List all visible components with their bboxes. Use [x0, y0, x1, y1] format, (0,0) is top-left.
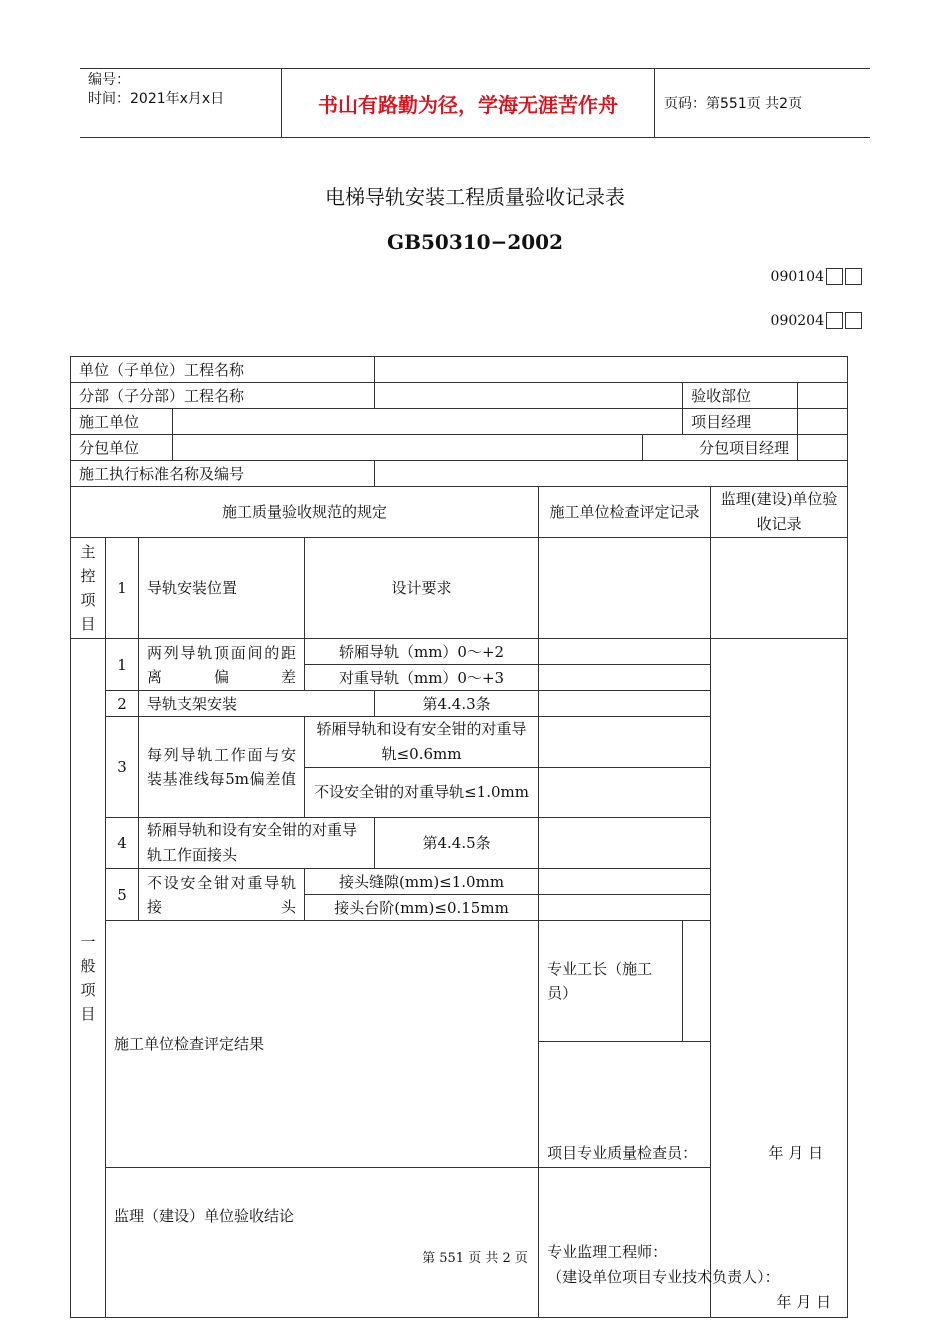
- main-items-label: 主 控 项 目: [71, 538, 106, 639]
- header-meta: [88, 71, 224, 109]
- general-item-check[interactable]: [539, 768, 711, 818]
- main-item-check[interactable]: [539, 538, 711, 639]
- spec-header: 施工质量验收规范的规定: [71, 487, 539, 538]
- construction-unit-label: 施工单位: [71, 409, 173, 435]
- general-item-check[interactable]: [539, 895, 711, 921]
- checkbox[interactable]: [845, 312, 862, 329]
- standard-name-label: 施工执行标准名称及编号: [71, 461, 375, 487]
- number-label: 编号：: [88, 72, 130, 88]
- general-item-req: 第4.4.5条: [375, 818, 539, 869]
- conclusion-signature: [539, 1168, 848, 1318]
- date-label: 时间：2021年x月x日: [88, 91, 225, 107]
- check-header: 施工单位检查评定记录: [539, 487, 711, 538]
- subcontractor-label: 分包单位: [71, 435, 173, 461]
- general-item-no: 1: [106, 639, 139, 691]
- general-item-no: 5: [106, 869, 139, 921]
- conclusion-label: 监理（建设）单位验收结论: [106, 1168, 539, 1318]
- general-item-check[interactable]: [539, 717, 711, 768]
- subunit-name-value[interactable]: [375, 383, 683, 409]
- general-item-check[interactable]: [539, 665, 711, 691]
- general-item-sub: 不设安全钳的对重导轨≤1.0mm: [305, 768, 539, 818]
- general-items-label: 一 般 项 目: [71, 639, 106, 1318]
- owner-rep-label: （建设单位项目专业技术负责人）：: [547, 1268, 780, 1286]
- subunit-name-label: 分部（子分部）工程名称: [71, 383, 375, 409]
- general-item-sub: 接头缝隙(mm)≤1.0mm: [305, 869, 539, 895]
- general-item-name: 导轨支架安装: [139, 691, 375, 717]
- general-item-no: 3: [106, 717, 139, 818]
- general-item-check[interactable]: [539, 869, 711, 895]
- foreman-label: 专业工长（施工员）: [539, 921, 683, 1042]
- result-date: 年 月 日: [768, 1144, 824, 1162]
- construction-unit-value[interactable]: [173, 409, 683, 435]
- general-item-check[interactable]: [539, 691, 711, 717]
- general-item-sub: 轿厢导轨（mm）0～+2: [305, 639, 539, 665]
- main-item-req: 设计要求: [305, 538, 539, 639]
- main-item-supervision[interactable]: [711, 538, 848, 639]
- subcontractor-value[interactable]: [173, 435, 643, 461]
- general-item-check[interactable]: [539, 818, 711, 869]
- checkbox[interactable]: [826, 268, 843, 285]
- engineer-label: 专业监理工程师：: [547, 1243, 668, 1261]
- general-item-no: 2: [106, 691, 139, 717]
- sub-pm-label: 分包项目经理: [643, 435, 798, 461]
- page-footer: 第 551 页 共 2 页: [422, 1251, 528, 1266]
- project-manager-label: 项目经理: [683, 409, 798, 435]
- code-row-1: [771, 268, 862, 285]
- checkbox[interactable]: [826, 312, 843, 329]
- general-item-sub: 接头台阶(mm)≤0.15mm: [305, 895, 539, 921]
- general-item-check[interactable]: [539, 639, 711, 665]
- acceptance-table: [70, 356, 848, 1318]
- general-item-req: 第4.4.3条: [375, 691, 539, 717]
- general-item-sub: 轿厢导轨和设有安全钳的对重导轨≤0.6mm: [305, 717, 539, 768]
- general-item-name: 不设安全钳对重导轨接头: [139, 869, 305, 921]
- main-item-no: 1: [106, 538, 139, 639]
- code-1: 090104: [770, 268, 824, 285]
- page-info: 页码：第551页 共2页: [664, 96, 803, 112]
- page-header: [80, 68, 870, 138]
- general-item-name: 每列导轨工作面与安装基准线每5m偏差值: [139, 717, 305, 818]
- motto: 书山有路勤为径，学海无涯苦作舟: [281, 69, 655, 137]
- code-2: 090204: [770, 312, 824, 329]
- unit-name-label: 单位（子单位）工程名称: [71, 357, 375, 383]
- result-label: 施工单位检查评定结果: [106, 921, 539, 1168]
- code-row-2: [771, 312, 862, 329]
- sub-pm-value[interactable]: [798, 435, 848, 461]
- document-title: 电梯导轨安装工程质量验收记录表: [325, 185, 625, 209]
- standard-code: GB50310−2002: [387, 230, 563, 254]
- general-item-name: 两列导轨顶面间的距离偏差: [139, 639, 305, 691]
- standard-name-value[interactable]: [375, 461, 848, 487]
- accept-location-value[interactable]: [798, 383, 848, 409]
- general-item-sub: 对重导轨（mm）0～+3: [305, 665, 539, 691]
- accept-location-label: 验收部位: [683, 383, 798, 409]
- supervision-header: 监理(建设)单位验收记录: [711, 487, 848, 538]
- general-item-no: 4: [106, 818, 139, 869]
- foreman-value[interactable]: [683, 921, 798, 1042]
- result-signature: [539, 1042, 848, 1168]
- main-item-name: 导轨安装位置: [139, 538, 305, 639]
- general-item-name: 轿厢导轨和设有安全钳的对重导轨工作面接头: [139, 818, 375, 869]
- unit-name-value[interactable]: [375, 357, 848, 383]
- project-manager-value[interactable]: [798, 409, 848, 435]
- checkbox[interactable]: [845, 268, 862, 285]
- conclusion-date: 年 月 日: [776, 1293, 832, 1311]
- inspector-label: 项目专业质量检查员：: [547, 1144, 698, 1162]
